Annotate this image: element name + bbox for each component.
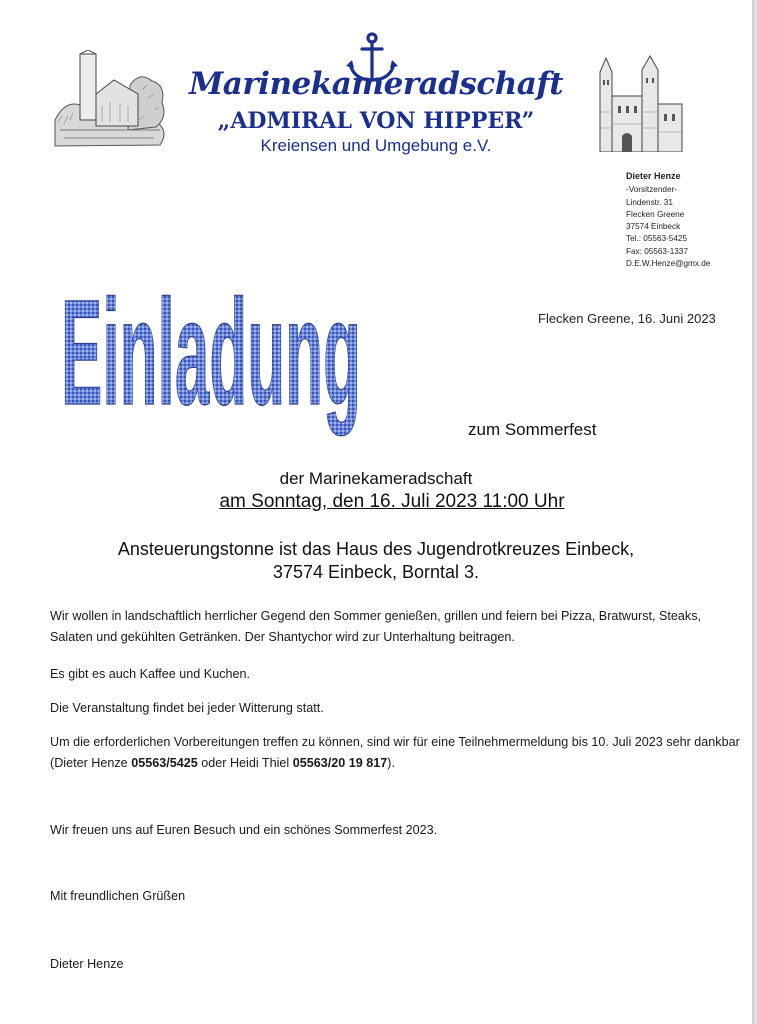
tower-landscape-illustration-icon xyxy=(50,50,168,150)
org-name: Marinekameradschaft xyxy=(188,66,564,102)
location-line-2: 37574 Einbeck, Borntal 3. xyxy=(272,562,480,582)
event-date: am Sonntag, den 16. Juli 2023 11:00 Uhr xyxy=(219,491,565,512)
registration-text: Um die erforderlichen Vorbereitungen treffen zu können, sind wir für eine Teilnehmermeldung bis 10. Juli 2023 sehr dankbar (Dieter Henze xyxy=(50,735,740,770)
sender-line: Fax: 05563-1337 xyxy=(626,246,688,256)
invitation-subtitle: zum Sommerfest xyxy=(468,420,597,439)
body-paragraph: Die Veranstaltung findet bei jeder Witterung statt. xyxy=(50,701,324,715)
body-paragraph: Es gibt es auch Kaffee und Kuchen. xyxy=(50,667,251,681)
body-paragraph: Wir freuen uns auf Euren Besuch und ein schönes Sommerfest 2023. xyxy=(50,823,438,837)
registration-text: ). xyxy=(387,756,395,770)
org-region: Kreiensen und Umgebung e.V. xyxy=(260,136,492,155)
registration-text: oder Heidi Thiel xyxy=(197,756,293,770)
sender-line: D.E.W.Henze@gmx.de xyxy=(626,259,711,269)
sender-line: Lindenstr. 31 xyxy=(626,197,673,207)
church-towers-illustration-icon xyxy=(594,52,690,152)
org-subtitle: „ADMIRAL VON HIPPER” xyxy=(217,108,535,134)
registration-paragraph xyxy=(50,732,740,774)
sender-line: -Vorsitzender- xyxy=(626,185,677,195)
body-paragraph: Wir wollen in landschaftlich herrlicher Gegend den Sommer genießen, grillen und feiern bei Pizza, Bratwurst, Steaks, Salaten und gekühlten Getränken. Der Shantychor wird zur Unterhaltung beitragen. xyxy=(50,609,701,644)
phone-number: 05563/5425 xyxy=(131,756,198,770)
sender-name: Dieter Henze xyxy=(626,171,681,181)
signature: Dieter Henze xyxy=(50,957,124,971)
phone-number: 05563/20 19 817 xyxy=(292,756,388,770)
host-line: der Marinekameradschaft xyxy=(279,469,473,488)
sender-address-block xyxy=(626,170,710,270)
sender-line: 37574 Einbeck xyxy=(626,222,681,232)
date-line: Flecken Greene, 16. Juni 2023 xyxy=(538,311,716,326)
location-line-1: Ansteuerungstonne ist das Haus des Jugendrotkreuzes Einbeck, xyxy=(117,539,635,559)
invitation-title xyxy=(56,284,366,444)
invitation-title-text: Einladung xyxy=(61,284,361,436)
sender-line: Flecken Greene xyxy=(626,209,685,219)
sender-line: Tel.: 05563-5425 xyxy=(626,234,687,244)
closing-line: Mit freundlichen Grüßen xyxy=(50,889,186,903)
